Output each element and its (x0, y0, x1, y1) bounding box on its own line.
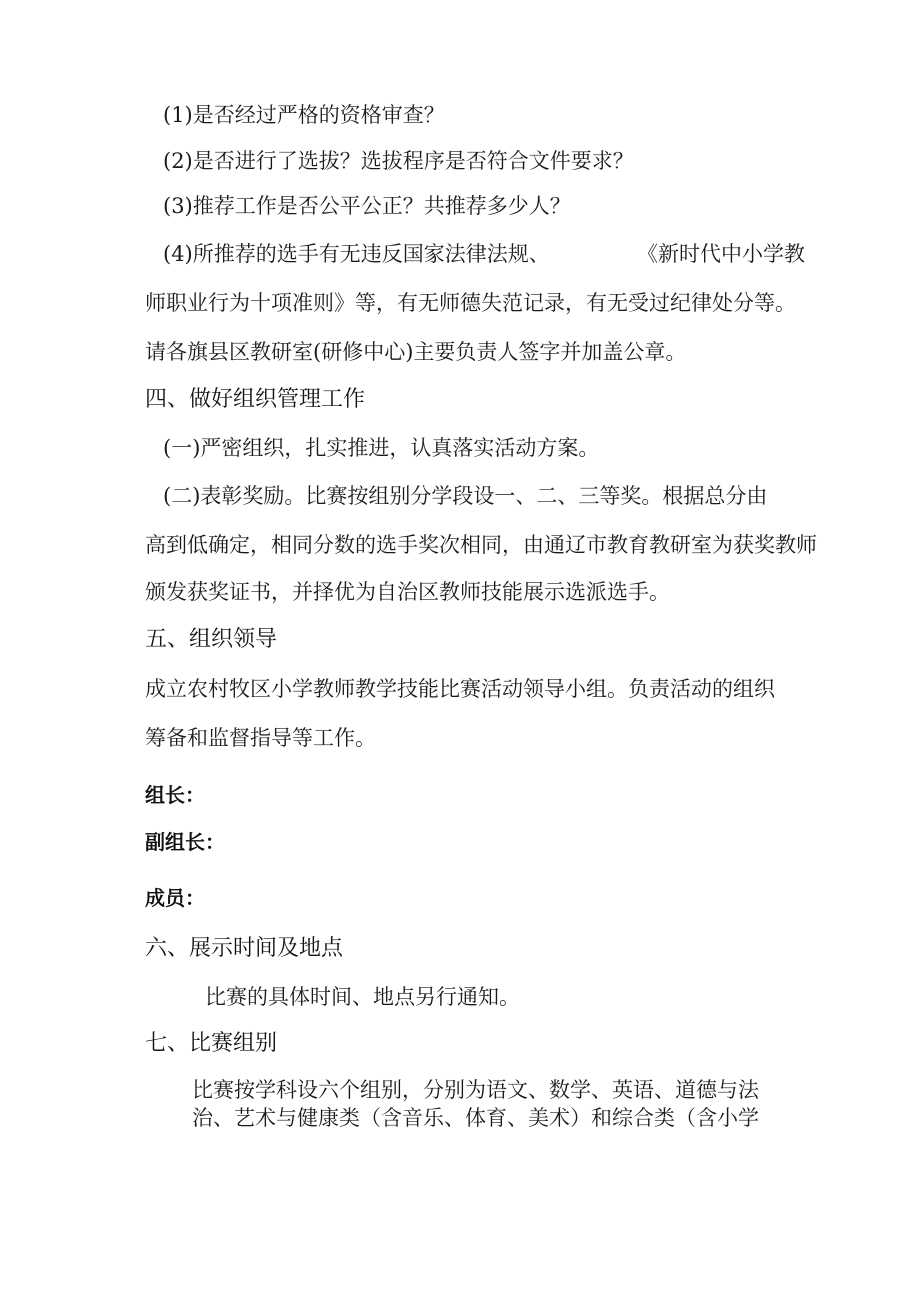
section-6-heading: 六、展示时间及地点 (145, 936, 344, 961)
review-item-4-line-1-continued: 《新时代中小学教 (637, 242, 805, 266)
section-5-body-line-1: 成立农村牧区小学教师教学技能比赛活动领导小组。负责活动的组织 (145, 677, 775, 701)
signature-note: 请各旗县区教研室(研修中心)主要负责人签字并加盖公章。 (145, 340, 687, 364)
members-label: 成员： (145, 886, 205, 910)
review-item-4-line-1: (4)所推荐的选手有无违反国家法律法规、 (163, 242, 550, 266)
section-4-item-2-line-3: 颁发获奖证书，并择优为自治区教师技能展示选派选手。 (145, 580, 670, 604)
review-item-1: (1)是否经过严格的资格审查？ (163, 103, 445, 127)
review-item-2: (2)是否进行了选拔？选拔程序是否符合文件要求？ (163, 149, 634, 173)
review-item-4-line-2: 师职业行为十项准则》等，有无师德失范记录，有无受过纪律处分等。 (145, 291, 796, 315)
section-4-heading: 四、做好组织管理工作 (145, 387, 366, 412)
section-5-heading: 五、组织领导 (145, 627, 278, 652)
section-4-item-2-line-2: 高到低确定，相同分数的选手奖次相同，由通辽市教育教研室为获奖教师 (145, 533, 817, 557)
section-7-body-line-1: 比赛按学科设六个组别，分别为语文、数学、英语、道德与法 (192, 1078, 759, 1102)
group-leader-label: 组长： (145, 783, 205, 807)
section-6-body: 比赛的具体时间、地点另行通知。 (205, 985, 520, 1009)
section-7-heading: 七、比赛组别 (145, 1031, 278, 1056)
section-7-body-line-2: 治、艺术与健康类（含音乐、体育、美术）和综合类（含小学 (192, 1106, 759, 1130)
section-4-item-2-line-1: (二)表彰奖励。比赛按组别分学段设一、二、三等奖。根据总分由 (163, 484, 768, 508)
deputy-leader-label: 副组长： (145, 830, 225, 854)
section-5-body-line-2: 筹备和监督指导等工作。 (145, 726, 376, 750)
review-item-3: (3)推荐工作是否公平公正？共推荐多少人？ (163, 194, 571, 218)
section-4-item-1: (一)严密组织，扎实推进，认真落实活动方案。 (163, 436, 600, 460)
